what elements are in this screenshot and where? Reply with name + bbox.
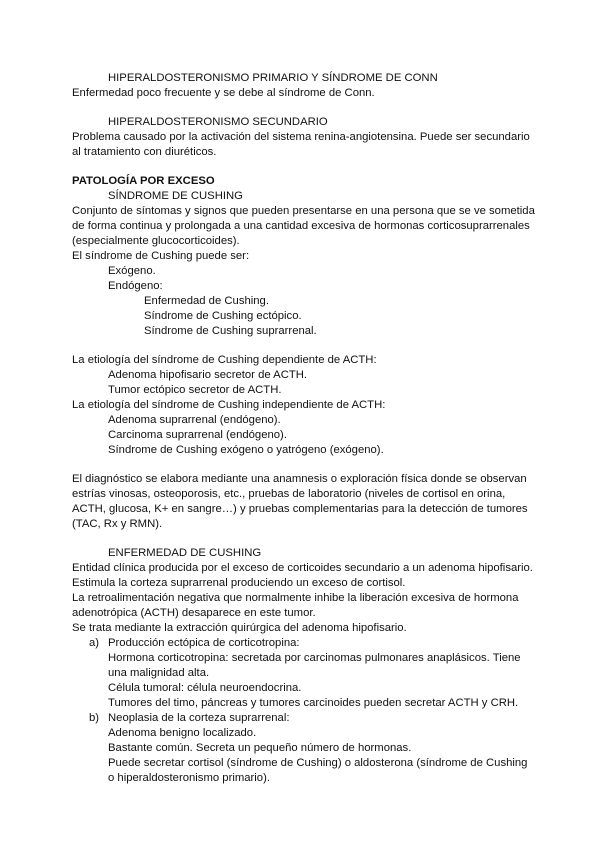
list-item-etio-ind-3: Síndrome de Cushing exógeno o yatrógeno (exógeno). xyxy=(108,444,384,456)
paragraph-cushing-1: Conjunto de síntomas y signos que pueden presentarse en una persona que se ve sometida xyxy=(72,205,535,217)
paragraph-conn: Enfermedad poco frecuente y se debe al síndrome de Conn. xyxy=(72,87,375,99)
paragraph-enfermedad-3: La retroalimentación negativa que normalmente inhibe la liberación excesiva de hormona xyxy=(72,592,519,604)
list-b-item-3: Puede secretar cortisol (síndrome de Cushing) o aldosterona (síndrome de Cushing xyxy=(108,757,528,769)
paragraph-cushing-types: El síndrome de Cushing puede ser: xyxy=(72,250,250,262)
paragraph-diagnostico-1: El diagnóstico se elabora mediante una anamnesis o exploración física donde se observan xyxy=(72,473,527,485)
list-item-endo-2: Síndrome de Cushing ectópico. xyxy=(144,310,302,322)
heading-patologia-exceso: PATOLOGÍA POR EXCESO xyxy=(72,175,215,187)
document-page xyxy=(72,71,542,786)
paragraph-diagnostico-3: ACTH, glucosa, K+ en sangre…) y pruebas complementarias para la detección de tumores xyxy=(72,503,528,515)
list-item-etio-ind-1: Adenoma suprarrenal (endógeno). xyxy=(108,414,281,426)
list-item-endo-1: Enfermedad de Cushing. xyxy=(144,295,269,307)
list-b-title xyxy=(72,711,542,726)
list-b-item-1: Adenoma benigno localizado. xyxy=(108,727,257,739)
list-item-endo-3: Síndrome de Cushing suprarrenal. xyxy=(144,325,317,337)
paragraph-diagnostico-2: estrías vinosas, osteoporosis, etc., pruebas de laboratorio (niveles de cortisol en orina, xyxy=(72,488,506,500)
paragraph-enfermedad-2: Estimula la corteza suprarrenal produciendo un exceso de cortisol. xyxy=(72,577,406,589)
list-a-item-3: Célula tumoral: célula neuroendocrina. xyxy=(108,682,302,694)
list-a-title-text: Producción ectópica de corticotropina: xyxy=(108,637,300,649)
list-b-marker: b) xyxy=(89,712,100,724)
list-item-endogeno: Endógeno: xyxy=(108,280,163,292)
paragraph-diagnostico-4: (TAC, Rx y RMN). xyxy=(72,518,163,530)
paragraph-enfermedad-5: Se trata mediante la extracción quirúrgica del adenoma hipofisario. xyxy=(72,622,407,634)
section-title-cushing: SÍNDROME DE CUSHING xyxy=(108,190,243,202)
list-b-title-text: Neoplasia de la corteza suprarrenal: xyxy=(108,712,290,724)
etiology-dependent: La etiología del síndrome de Cushing dependiente de ACTH: xyxy=(72,354,377,366)
list-a-marker: a) xyxy=(89,637,100,649)
section-title-enfermedad-cushing: ENFERMEDAD DE CUSHING xyxy=(108,547,262,559)
list-item-etio-dep-2: Tumor ectópico secretor de ACTH. xyxy=(108,384,282,396)
list-a-item-4: Tumores del timo, páncreas y tumores carcinoides pueden secretar ACTH y CRH. xyxy=(108,697,519,709)
list-a-item-2: una malignidad alta. xyxy=(108,667,210,679)
list-item-exogeno: Exógeno. xyxy=(108,265,156,277)
paragraph-secundario-2: al tratamiento con diuréticos. xyxy=(72,146,217,158)
paragraph-enfermedad-4: adenotrópica (ACTH) desaparece en este tumor. xyxy=(72,607,316,619)
list-a-title xyxy=(72,636,542,651)
section-title-conn: HIPERALDOSTERONISMO PRIMARIO Y SÍNDROME DE CONN xyxy=(108,72,438,84)
paragraph-cushing-3: (especialmente glucocorticoides). xyxy=(72,235,240,247)
list-b-item-4: o hiperaldosteronismo primario). xyxy=(108,772,270,784)
paragraph-enfermedad-1: Entidad clínica producida por el exceso de corticoides secundario a un adenoma hipofisario. xyxy=(72,562,533,574)
paragraph-secundario-1: Problema causado por la activación del sistema renina-angiotensina. Puede ser secundario xyxy=(72,131,530,143)
list-a-item-1: Hormona corticotropina: secretada por carcinomas pulmonares anaplásicos. Tiene xyxy=(108,652,521,664)
list-item-etio-ind-2: Carcinoma suprarrenal (endógeno). xyxy=(108,429,287,441)
list-b-item-2: Bastante común. Secreta un pequeño número de hormonas. xyxy=(108,742,412,754)
list-item-etio-dep-1: Adenoma hipofisario secretor de ACTH. xyxy=(108,369,308,381)
paragraph-cushing-2: de forma continua y prolongada a una cantidad excesiva de hormonas corticosuprarrenales xyxy=(72,220,530,232)
section-title-secundario: HIPERALDOSTERONISMO SECUNDARIO xyxy=(108,116,328,128)
etiology-independent: La etiología del síndrome de Cushing independiente de ACTH: xyxy=(72,399,386,411)
